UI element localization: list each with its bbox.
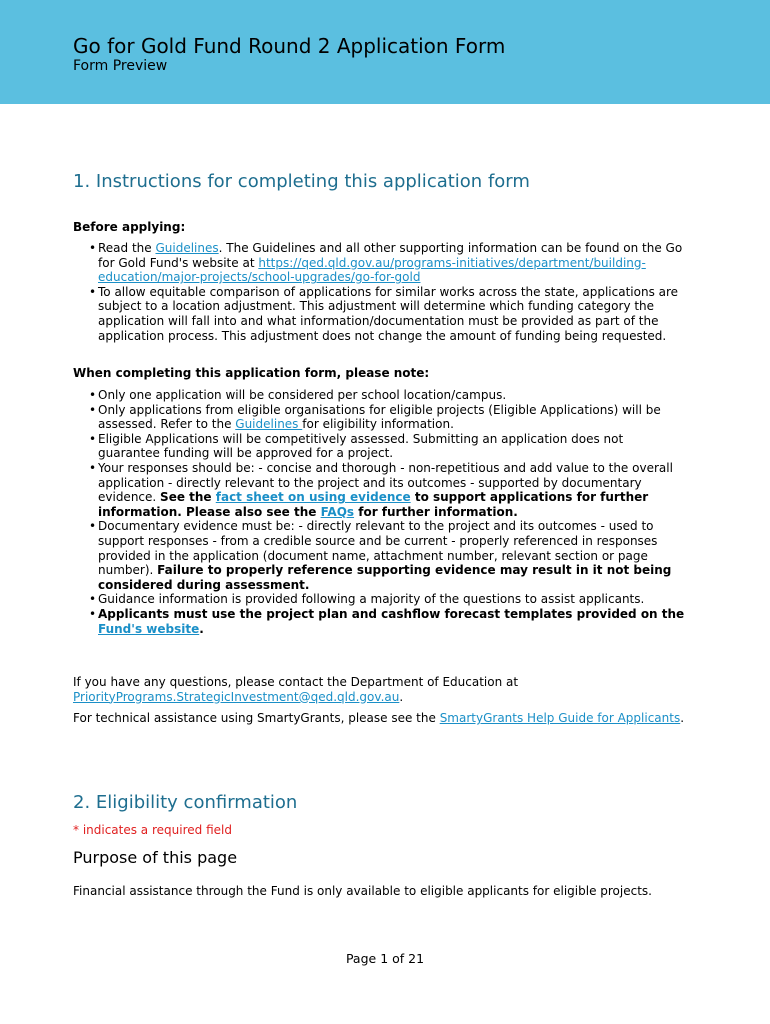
tech-text: . bbox=[680, 711, 685, 725]
list-item bbox=[73, 241, 688, 285]
list-item-text: Eligible Applications will be competitively assessed. Submitting an application does not guarantee funding will be approved for a project. bbox=[98, 431, 624, 461]
bold-text: for further information. bbox=[354, 504, 518, 519]
bold-text: to support applications for further information. Please also see the bbox=[98, 490, 649, 519]
contact-text: If you have any questions, please contact the Department of Education at bbox=[73, 675, 519, 689]
required-field-note: * indicates a required field bbox=[73, 823, 232, 837]
list-item-text: for eligibility information. bbox=[302, 417, 454, 432]
list-item bbox=[73, 285, 688, 343]
page-indicator: Page 1 of 21 bbox=[345, 951, 425, 966]
bold-text: Failure to properly reference supporting evidence may result in it not being considered during assessment. bbox=[98, 563, 672, 592]
smartygrants-help-link[interactable]: SmartyGrants Help Guide for Applicants bbox=[439, 711, 681, 725]
contact-text: . bbox=[399, 689, 404, 704]
page-header bbox=[0, 0, 770, 104]
section-1-heading: 1. Instructions for completing this application form bbox=[73, 171, 530, 192]
financial-assistance-text: Financial assistance through the Fund is only available to eligible applicants for eligible projects. bbox=[73, 884, 652, 898]
list-item-text: Read the bbox=[98, 241, 156, 255]
when-completing-label: When completing this application form, please note: bbox=[73, 366, 430, 380]
form-title: Go for Gold Fund Round 2 Application Form bbox=[73, 34, 506, 58]
contact-paragraph bbox=[73, 675, 688, 704]
funds-website-link[interactable]: Fund's website bbox=[98, 621, 200, 636]
list-item bbox=[73, 607, 688, 636]
form-subtitle: Form Preview bbox=[73, 58, 168, 74]
before-applying-label: Before applying: bbox=[73, 220, 186, 234]
list-item-text: Only applications from eligible organisations for eligible projects (Eligible Applications) will be assessed. Refer to the bbox=[98, 402, 661, 432]
bold-text: See the bbox=[160, 490, 216, 505]
guidelines-link[interactable]: Guidelines bbox=[235, 417, 303, 432]
list-item-text: To allow equitable comparison of applications for similar works across the state, applications are subject to a location adjustment. This adjustment will determine which funding category the application will fall into and what information/documentation must be provided as part of the application process. This adjustment does not change the amount of funding being requested. bbox=[98, 284, 679, 343]
list-item-text: . The Guidelines and all other supporting information can be found on the Go for Gold Fund's website at bbox=[98, 241, 683, 270]
tech-text: For technical assistance using SmartyGrants, please see the bbox=[73, 711, 440, 725]
list-item bbox=[73, 432, 688, 461]
section-2-heading: 2. Eligibility confirmation bbox=[73, 792, 298, 813]
faqs-link[interactable]: FAQs bbox=[320, 504, 355, 519]
before-applying-list bbox=[73, 241, 688, 343]
list-item-text: Documentary evidence must be: - directly relevant to the project and its outcomes - used to support responses - from a credible source and be current - properly referenced in responses provided in the application (document name, attachment number, relevant section or page number). bbox=[98, 519, 658, 578]
fact-sheet-link[interactable]: fact sheet on using evidence bbox=[215, 490, 411, 505]
list-item-text: Your responses should be: - concise and thorough - non-repetitious and add value to the overall application - directly relevant to the project and its outcomes - supported by documentary evidence. bbox=[98, 460, 673, 505]
purpose-heading: Purpose of this page bbox=[73, 848, 238, 867]
technical-assistance-paragraph bbox=[73, 711, 688, 726]
completion-notes-list bbox=[73, 388, 688, 636]
list-item bbox=[73, 519, 688, 592]
list-item-text: Guidance information is provided following a majority of the questions to assist applicants. bbox=[98, 592, 645, 607]
guidelines-link[interactable]: Guidelines bbox=[155, 241, 219, 255]
bold-text: Applicants must use the project plan and cashflow forecast templates provided on the bbox=[98, 606, 685, 621]
list-item-text: Only one application will be considered per school location/campus. bbox=[98, 388, 507, 402]
list-item bbox=[73, 403, 688, 432]
list-item bbox=[73, 592, 688, 607]
list-item bbox=[73, 388, 688, 403]
contact-email-link[interactable]: PriorityPrograms.StrategicInvestment@qed.qld.gov.au bbox=[73, 689, 400, 704]
bold-text: . bbox=[199, 621, 204, 636]
list-item bbox=[73, 461, 688, 519]
go-for-gold-website-link[interactable]: https://qed.qld.gov.au/programs-initiatives/department/building-education/major-projects/school-upgrades/go-for-gold bbox=[98, 255, 646, 285]
